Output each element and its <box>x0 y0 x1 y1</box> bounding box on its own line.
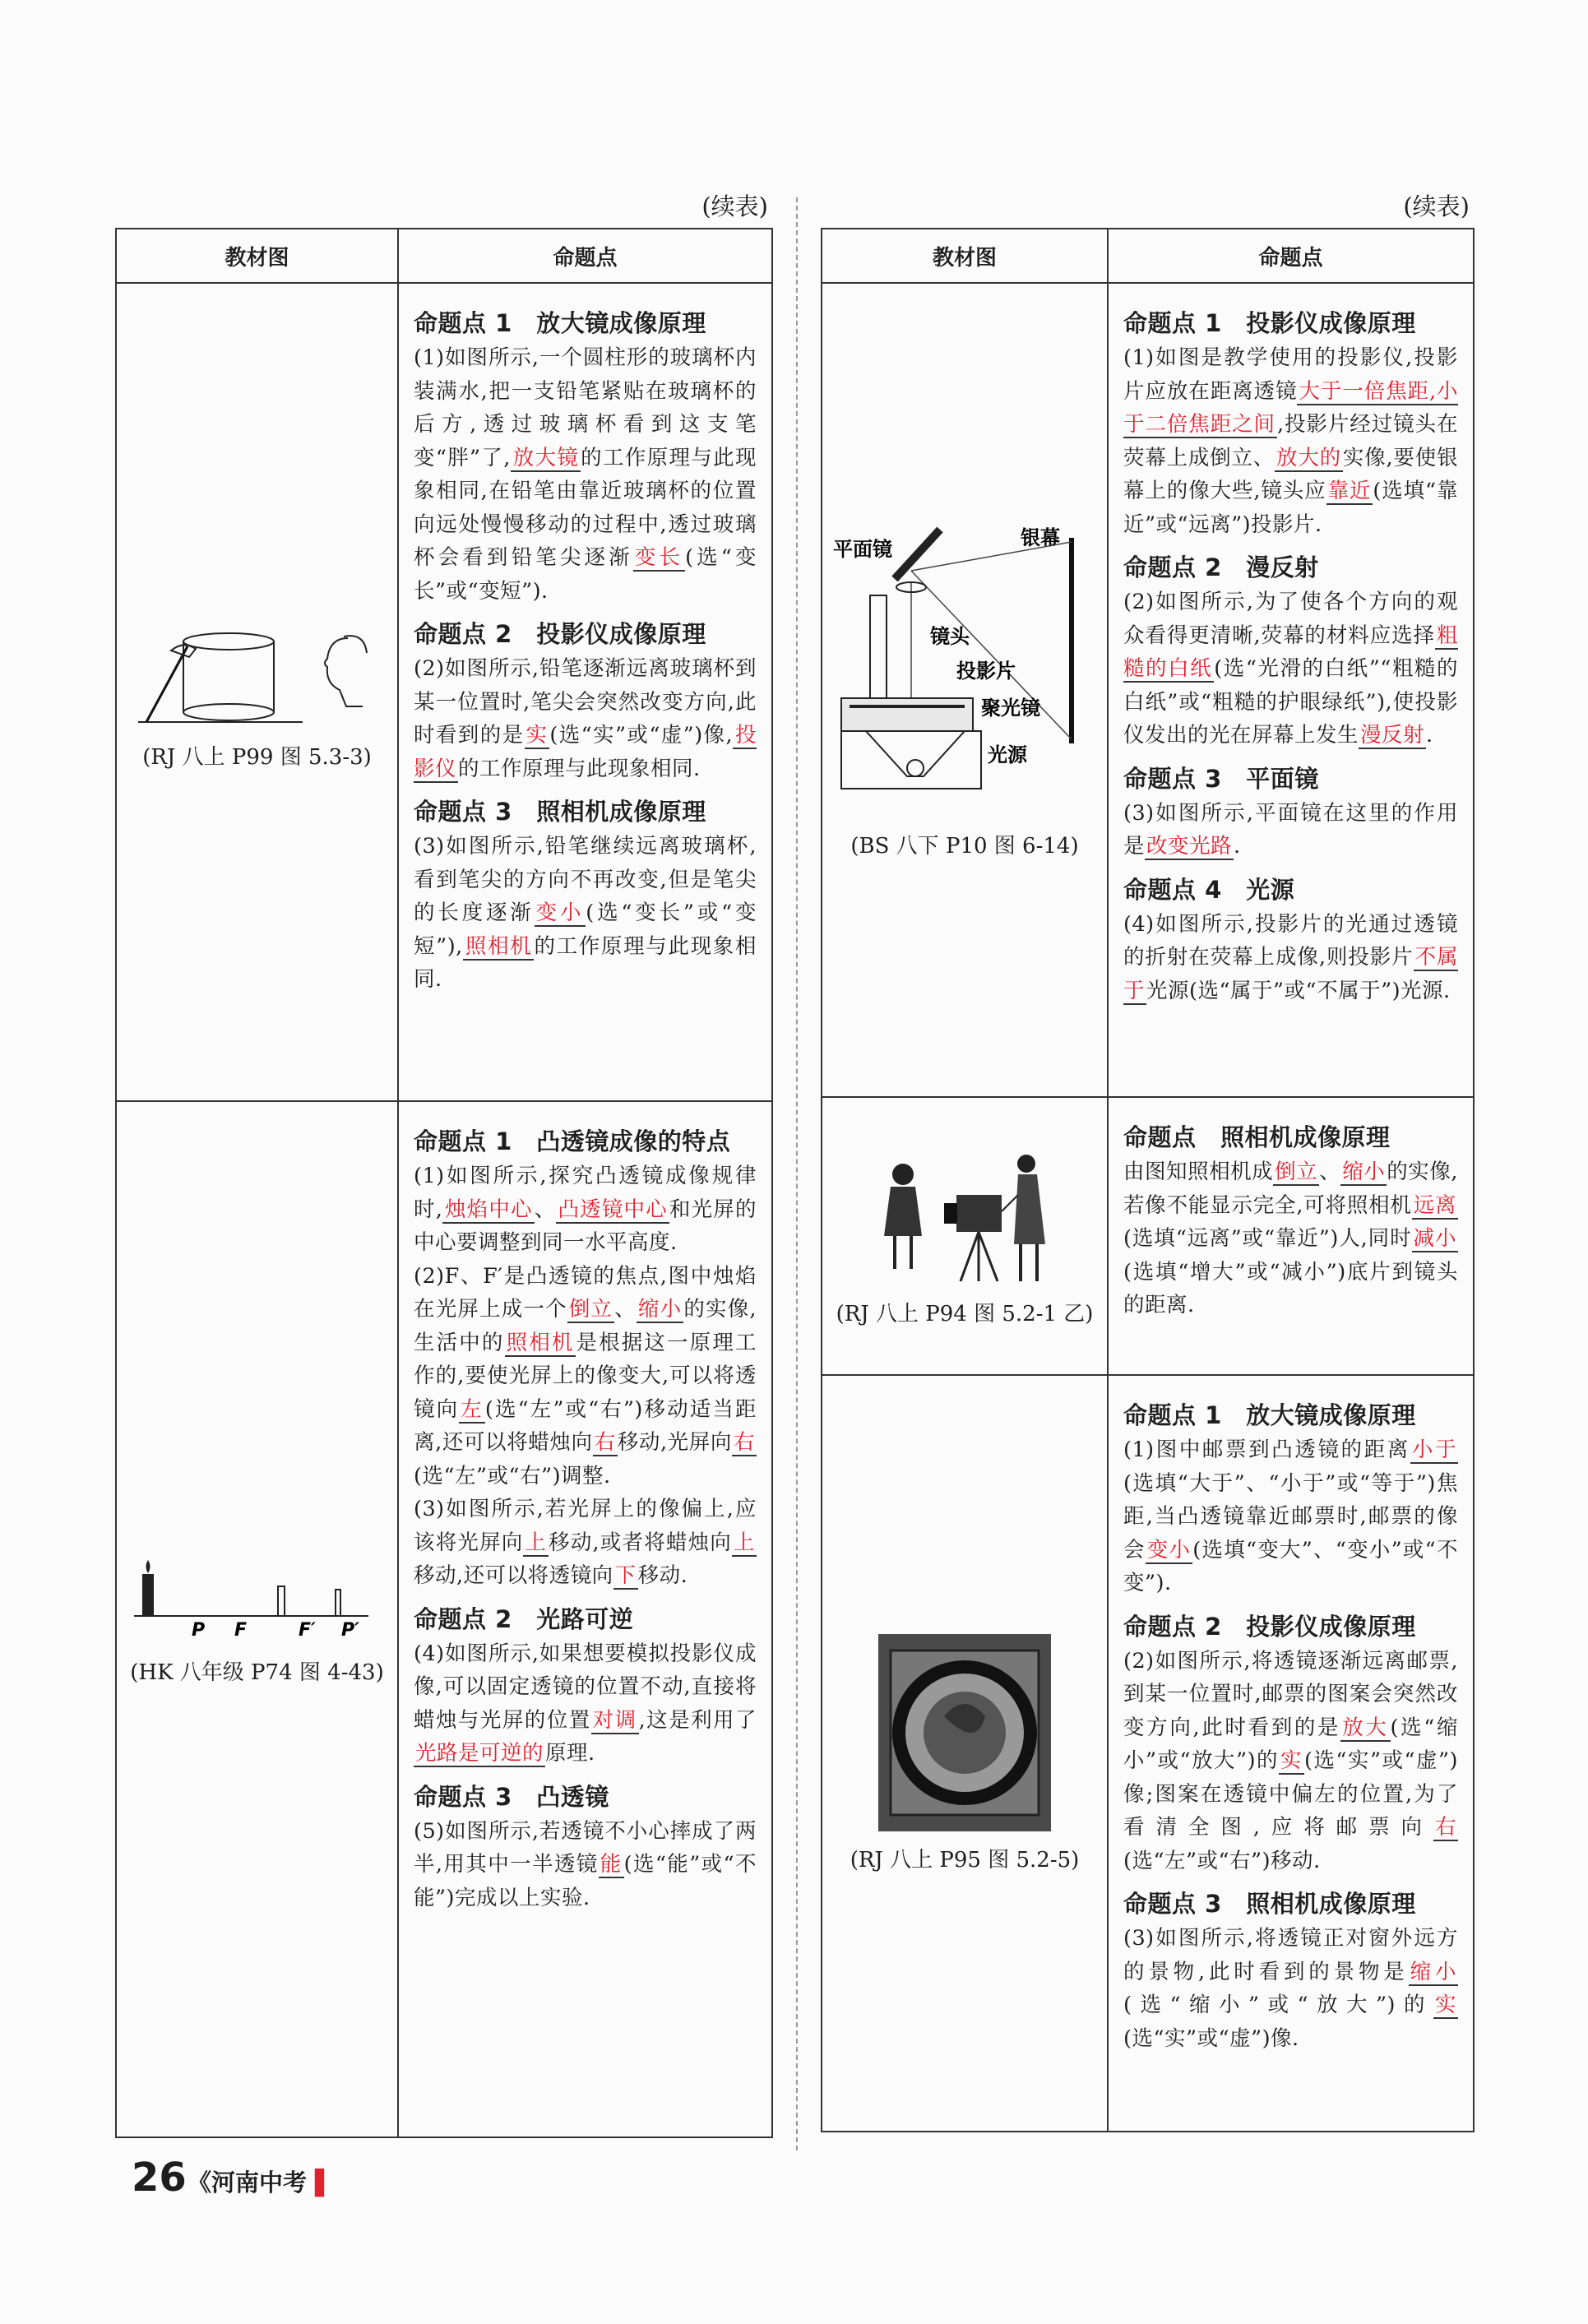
point-title: 命题点 3 凸透镜 <box>414 1782 609 1811</box>
point-text <box>414 1260 757 1493</box>
pencil-glass-figure <box>138 613 377 729</box>
label-plane-mirror: 平面镜 <box>833 537 892 561</box>
label-f-prime: F′ <box>298 1619 316 1641</box>
point-title: 命题点 1 放大镜成像原理 <box>414 309 706 337</box>
question-text: (2)F、F′是凸透镜的焦点,图中烛焰在光屏上成一个 <box>414 1263 757 1322</box>
question-text: (选“缩小”或“放大”)的 <box>1123 1715 1458 1773</box>
label-p-prime: P′ <box>340 1619 359 1641</box>
left-column <box>115 185 773 2138</box>
point-text <box>414 1637 757 1771</box>
right-column <box>821 185 1475 2132</box>
point-text <box>1123 1433 1458 1600</box>
brand-label <box>188 2164 333 2198</box>
question-text: (1)如图所示,探究凸透镜成像规律时, <box>414 1164 757 1222</box>
question-text: (2)如图所示,将透镜逐渐远离邮票,到某一位置时,邮票的图案会突然改变方向,此时看到的是 <box>1123 1648 1458 1740</box>
stamp-magnifier-figure <box>878 1634 1051 1831</box>
answer-text: 漫反射 <box>1360 723 1425 748</box>
question-text: (3)如图所示,若光屏上的像偏上,应该将光屏向 <box>414 1497 757 1555</box>
answer-text: 小于 <box>1411 1437 1456 1462</box>
question-text: 由图知照相机成 <box>1123 1160 1274 1184</box>
question-text: (5)如图所示,若透镜不小心摔成了两半,用其中一半透镜 <box>414 1818 757 1877</box>
answer-text: 放大镜 <box>512 445 580 470</box>
point-text <box>414 341 757 608</box>
answer-text: 远离 <box>1413 1192 1456 1218</box>
answer-text: 粗糙的白纸 <box>1123 623 1458 681</box>
figure-cell <box>822 1375 1108 2132</box>
question-text: (4)如图所示,如果想要模拟投影仪成像,可以固定透镜的位置不动,直接将蜡烛与光屏的位置 <box>414 1641 757 1733</box>
table-row <box>116 283 772 1101</box>
table-row <box>116 1101 772 2137</box>
continued-label: (续表) <box>701 192 768 220</box>
brand-text: 《河南中考 <box>188 2169 308 2197</box>
point-title: 命题点 3 照相机成像原理 <box>1123 1890 1416 1918</box>
points-cell <box>1108 1375 1474 2132</box>
question-text: 移动,还可以将透镜向 <box>414 1563 613 1588</box>
table-header-row <box>822 229 1474 283</box>
question-text: (选“实”或“虚”)像;图案在透镜中偏左的位置,为了看清全图,应将邮票向 <box>1123 1748 1458 1840</box>
figure-caption: (HK 八年级 P74 图 4-43) <box>130 1660 384 1685</box>
point-text <box>1123 586 1458 752</box>
label-f: F <box>234 1619 247 1641</box>
question-text: (选“实”或“虚”)像. <box>1123 2025 1299 2051</box>
header-figure: 教材图 <box>822 229 1108 283</box>
question-text: 移动. <box>637 1563 688 1588</box>
question-text: (选填“靠近”或“远离”)投影片. <box>1123 479 1458 537</box>
question-text: 的工作原理与此现象相同. <box>414 933 757 992</box>
question-text: 、 <box>1319 1160 1341 1184</box>
answer-text: 投影仪 <box>414 723 757 781</box>
answer-text: 改变光路 <box>1146 834 1233 859</box>
answer-text: 右 <box>1434 1815 1456 1840</box>
point-title: 命题点 4 光源 <box>1123 875 1295 904</box>
question-text: 实像,要使银幕上的像大些,镜头应 <box>1123 445 1458 503</box>
camera-people-figure <box>858 1146 1072 1285</box>
points-cell <box>1108 283 1474 1097</box>
answer-text: 右 <box>594 1430 616 1455</box>
point-text <box>1123 1155 1458 1322</box>
point-title: 命题点 1 放大镜成像原理 <box>1123 1401 1416 1429</box>
answer-text: 能 <box>600 1852 623 1877</box>
answer-text: 倒立 <box>568 1297 613 1322</box>
point-title: 命题点 2 光路可逆 <box>414 1604 634 1633</box>
point-text <box>1123 341 1458 541</box>
brand-bar: ▌ <box>315 2169 334 2197</box>
point-title: 命题点 2 投影仪成像原理 <box>414 620 706 648</box>
point-title: 命题点 3 照相机成像原理 <box>414 798 706 826</box>
question-text: 、 <box>534 1197 557 1222</box>
answer-text: 照相机 <box>506 1330 575 1355</box>
points-cell <box>398 1101 772 2137</box>
point-text <box>1123 797 1458 863</box>
answer-text: 缩小 <box>1410 1959 1456 1984</box>
header-figure: 教材图 <box>116 229 398 283</box>
answer-text: 上 <box>733 1530 755 1555</box>
answer-text: 对调 <box>592 1707 637 1733</box>
answer-text: 烛焰中心 <box>444 1197 533 1222</box>
question-text: 的实像,若像不能显示完全,可将照相机 <box>1123 1160 1458 1218</box>
question-text: (选“实”或“虚”)像, <box>549 723 734 748</box>
question-text: (选“光滑的白纸”“粗糙的白纸”或“粗糙的护眼绿纸”),使投影仪发出的光在屏幕上发生 <box>1123 656 1458 748</box>
question-text: (选填“增大”或“减小”)底片到镜头的距离. <box>1123 1259 1458 1317</box>
answer-text: 倒立 <box>1275 1160 1318 1184</box>
answer-text: 变小 <box>1146 1537 1192 1562</box>
label-light-source: 光源 <box>988 743 1027 766</box>
question-text: (3)如图所示,铅笔继续远离玻璃杯,看到笔尖的方向不再改变,但是笔尖的长度逐渐 <box>414 834 757 925</box>
question-text: (1)如图所示,一个圆柱形的玻璃杯内装满水,把一支铅笔紧贴在玻璃杯的后方,透过玻璃杯看到这支笔变“胖”了, <box>414 345 757 470</box>
point-block <box>414 305 757 997</box>
label-condenser: 聚光镜 <box>981 696 1040 720</box>
point-title: 命题点 1 投影仪成像原理 <box>1123 309 1416 337</box>
header-points: 命题点 <box>1108 229 1474 283</box>
answer-text: 缩小 <box>1342 1160 1386 1184</box>
figure-cell <box>822 1097 1108 1375</box>
answer-text: 照相机 <box>464 933 533 959</box>
point-block <box>1123 1397 1458 2055</box>
point-text <box>414 830 757 997</box>
left-table <box>115 228 773 2138</box>
answer-text: 上 <box>525 1530 548 1555</box>
point-text <box>1123 1645 1458 1878</box>
projector-figure <box>833 521 1096 817</box>
table-row <box>822 283 1474 1097</box>
question-text: (1)如图是教学使用的投影仪,投影片应放在距离透镜 <box>1123 345 1458 404</box>
question-text: (2)如图所示,铅笔逐渐远离玻璃杯到某一位置时,笔尖会突然改变方向,此时看到的是 <box>414 656 757 748</box>
question-text: (选“变长”或“变短”), <box>414 900 757 959</box>
question-text: 光源(选“属于”或“不属于”)光源. <box>1146 978 1451 1003</box>
question-text: 移动,光屏向 <box>617 1430 732 1455</box>
point-text <box>414 1815 757 1915</box>
table-row <box>822 1097 1474 1375</box>
label-screen: 银幕 <box>1021 525 1060 549</box>
points-cell <box>398 283 772 1101</box>
question-text: 原理. <box>545 1741 595 1766</box>
question-text: (2)如图所示,为了使各个方向的观众看得更清晰,荧幕的材料应选择 <box>1123 590 1458 648</box>
answer-text: 放大的 <box>1276 445 1341 470</box>
question-text: 和光屏的中心要调整到同一水平高度. <box>414 1197 757 1255</box>
right-table <box>821 228 1475 2132</box>
candle-lens-screen-figure <box>134 1553 381 1644</box>
point-title: 命题点 2 投影仪成像原理 <box>1123 1612 1416 1641</box>
answer-text: 缩小 <box>637 1297 683 1322</box>
column-divider <box>796 197 798 2150</box>
point-text <box>1123 1922 1458 2055</box>
point-title: 命题点 1 凸透镜成像的特点 <box>414 1127 731 1155</box>
question-text: (选“左”或“右”)移动适当距离,还可以将蜡烛向 <box>414 1396 757 1455</box>
table-header-row <box>116 229 772 283</box>
points-cell <box>1108 1097 1474 1375</box>
point-title: 命题点 3 平面镜 <box>1123 764 1319 793</box>
label-slide: 投影片 <box>956 659 1016 683</box>
question-text: ,这是利用了 <box>638 1707 757 1733</box>
question-text: 的工作原理与此现象相同. <box>458 756 701 781</box>
question-text: (选“变长”或“变短”). <box>414 545 757 604</box>
point-block <box>414 1123 757 1914</box>
question-text: (4)如图所示,投影片的光通过透镜的折射在荧幕上成像,则投影片 <box>1123 911 1458 970</box>
point-text <box>414 652 757 785</box>
question-text: (选填“远离”或“靠近”)人,同时 <box>1123 1226 1412 1251</box>
question-text: (选“左”或“右”)调整. <box>414 1463 611 1488</box>
label-p: P <box>191 1619 205 1641</box>
answer-text: 下 <box>614 1563 637 1588</box>
answer-text: 光路是可逆的 <box>415 1741 544 1766</box>
question-text: . <box>1234 834 1241 859</box>
question-text: 、 <box>614 1297 637 1322</box>
question-text: (选“左”或“右”)移动. <box>1123 1848 1321 1873</box>
figure-caption: (RJ 八上 P94 图 5.2-1 乙) <box>836 1301 1094 1326</box>
answer-text: 凸透镜中心 <box>558 1197 668 1222</box>
label-lens: 镜头 <box>930 624 970 648</box>
question-text: (选“缩小”或“放大”)的 <box>1123 1993 1433 2017</box>
point-text <box>414 1493 757 1593</box>
answer-text: 不属于 <box>1123 945 1458 1003</box>
answer-text: 实 <box>1434 1993 1456 2017</box>
answer-text: 左 <box>461 1396 484 1422</box>
question-text: 的实像,生活中的 <box>414 1297 757 1355</box>
answer-text: 放大 <box>1342 1715 1389 1740</box>
header-points: 命题点 <box>398 229 772 283</box>
point-title: 命题点 2 漫反射 <box>1123 553 1319 581</box>
answer-text: 减小 <box>1413 1226 1456 1251</box>
question-text: . <box>1426 723 1433 748</box>
page-number: 26 <box>132 2155 187 2201</box>
answer-text: 大于一倍焦距,小于二倍焦距之间 <box>1123 378 1458 437</box>
answer-text: 变小 <box>535 900 585 925</box>
figure-caption: (RJ 八上 P95 图 5.2-5) <box>850 1847 1080 1873</box>
answer-text: 靠近 <box>1327 479 1372 503</box>
question-text: (1)图中邮票到凸透镜的距离 <box>1123 1437 1410 1462</box>
question-text: (3)如图所示,平面镜在这里的作用是 <box>1123 800 1458 859</box>
question-text: (选填“大于”、“小于”或“等于”)焦距,当凸透镜靠近邮票时,邮票的像会 <box>1123 1470 1458 1562</box>
figure-caption: (BS 八下 P10 图 6-14) <box>850 833 1079 859</box>
point-block <box>1123 305 1458 1007</box>
question-text: (选填“变大”、“变小”或“不变”). <box>1123 1537 1458 1595</box>
answer-text: 实 <box>1280 1748 1303 1773</box>
figure-cell <box>116 283 398 1101</box>
question-text: (选“能”或“不能”)完成以上实验. <box>414 1852 757 1910</box>
point-title: 命题点 照相机成像原理 <box>1123 1123 1391 1151</box>
question-text: ,投影片经过镜头在荧幕上成倒立、 <box>1123 412 1458 470</box>
question-text: 移动,或者将蜡烛向 <box>549 1530 732 1555</box>
point-block <box>1123 1119 1458 1322</box>
answer-text: 变长 <box>634 545 684 570</box>
answer-text: 右 <box>733 1430 755 1455</box>
point-text <box>414 1160 757 1260</box>
figure-cell <box>822 283 1108 1097</box>
point-text <box>1123 908 1458 1008</box>
continued-label: (续表) <box>1403 192 1470 220</box>
figure-cell <box>116 1101 398 2137</box>
question-text: 的工作原理与此现象相同,在铅笔由靠近玻璃杯的位置向远处慢慢移动的过程中,透过玻璃杯会看到铅笔尖逐渐 <box>414 445 757 570</box>
question-text: 是根据这一原理工作的,要使光屏上的像变大,可以将透镜向 <box>414 1330 757 1422</box>
table-row <box>822 1375 1474 2132</box>
answer-text: 实 <box>525 723 549 748</box>
figure-caption: (RJ 八上 P99 图 5.3-3) <box>142 745 372 770</box>
question-text: (3)如图所示,将透镜正对窗外远方的景物,此时看到的景物是 <box>1123 1926 1458 1984</box>
